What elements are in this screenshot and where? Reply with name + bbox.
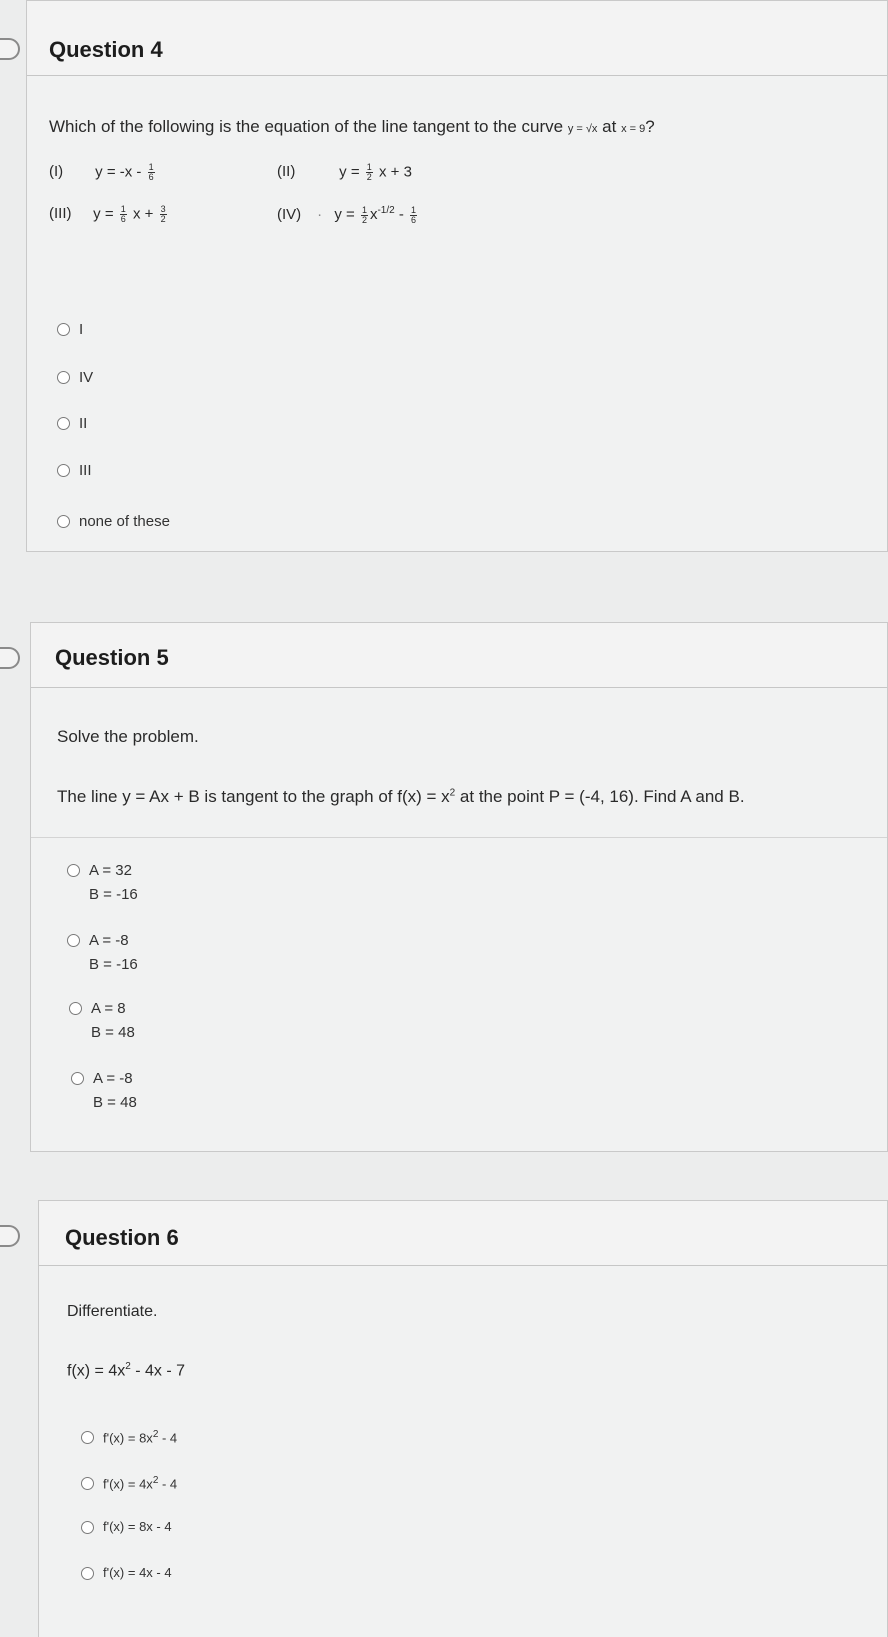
numerator: 1 (411, 204, 417, 215)
option-label: none of these (79, 513, 170, 530)
radio-button[interactable] (81, 1477, 94, 1490)
radio-button[interactable] (57, 464, 70, 477)
exponent: 2 (152, 1429, 159, 1440)
option-label (103, 1475, 177, 1491)
option-line-a: A = -8 (93, 1070, 133, 1087)
equation-text: y = (339, 163, 364, 181)
numerator: 1 (366, 162, 372, 172)
at-word: at (602, 117, 617, 136)
numerator: 1 (120, 204, 126, 214)
equation-text: - (394, 206, 409, 223)
fraction (160, 205, 167, 224)
q4-option-1[interactable] (57, 321, 83, 338)
exponent: 2 (152, 1475, 159, 1486)
denominator: 2 (160, 214, 166, 224)
problem-text: at the point P = (-4, 16). Find A and B. (455, 787, 745, 806)
question-4-prompt (49, 117, 655, 137)
option-line-b: B = -16 (89, 886, 138, 903)
function-text: f(x) = 4x (67, 1362, 126, 1380)
question-5-title: Question 5 (55, 645, 169, 670)
option-line-a: A = 8 (91, 1000, 126, 1017)
flag-question-6[interactable] (0, 1225, 20, 1247)
option-line-b: B = 48 (93, 1094, 137, 1111)
flag-question-4[interactable] (0, 38, 20, 60)
question-5-problem (57, 787, 745, 807)
option-line-a: A = -8 (89, 932, 129, 949)
equation-text: y = -x - (95, 163, 146, 181)
numerator: 1 (148, 162, 154, 172)
exponent: 2 (125, 1361, 131, 1372)
equation-2 (277, 163, 412, 182)
denominator: 6 (148, 172, 154, 182)
equation-text: x (369, 206, 378, 223)
q4-option-5[interactable] (57, 513, 170, 530)
equation-4 (277, 205, 419, 225)
radio-button[interactable] (71, 1072, 84, 1085)
radio-button[interactable] (81, 1431, 94, 1444)
question-6-title: Question 6 (65, 1225, 179, 1250)
equation-text: y = (93, 205, 118, 223)
q6-option-4[interactable] (81, 1565, 172, 1580)
q4-option-2[interactable] (57, 369, 93, 386)
fraction (366, 163, 373, 182)
radio-button[interactable] (81, 1567, 94, 1580)
question-5-instruction: Solve the problem. (57, 727, 199, 746)
exponent: 2 (449, 787, 456, 799)
flag-question-5[interactable] (0, 647, 20, 669)
q5-option-4[interactable] (71, 1067, 137, 1115)
question-5-card (30, 622, 888, 1152)
fraction (410, 206, 417, 225)
fraction (361, 206, 368, 225)
dot-mark: · (317, 206, 323, 223)
equation-3 (49, 205, 169, 224)
numerator: 3 (160, 204, 166, 214)
question-6-card (38, 1200, 888, 1637)
question-6-function (67, 1361, 185, 1380)
denominator: 6 (120, 214, 126, 224)
question-5-header (31, 623, 887, 688)
option-label: f'(x) = 4x - 4 (103, 1565, 172, 1580)
q4-option-3[interactable] (57, 415, 87, 432)
equation-1 (49, 163, 157, 182)
q6-option-2[interactable] (81, 1475, 177, 1491)
denominator: 6 (411, 214, 417, 225)
question-4-title: Question 4 (49, 37, 163, 62)
radio-button[interactable] (81, 1521, 94, 1534)
question-6-instruction: Differentiate. (67, 1303, 158, 1320)
option-label: f'(x) = 8x - 4 (103, 1519, 172, 1534)
option-text: f'(x) = 4x (103, 1476, 153, 1492)
equation-label: (III) (49, 205, 72, 223)
option-line-a: A = 32 (89, 862, 132, 879)
prompt-text: Which of the following is the equation of the line tangent to the curve (49, 117, 564, 136)
q5-option-3[interactable] (69, 997, 135, 1045)
equation-label: (IV) (277, 206, 302, 223)
denominator: 2 (361, 214, 367, 225)
fraction (120, 205, 127, 224)
radio-button[interactable] (57, 417, 70, 430)
equation-text: x + (132, 205, 158, 223)
radio-button[interactable] (57, 515, 70, 528)
option-text: f'(x) = 8x (103, 1430, 153, 1446)
radio-button[interactable] (67, 934, 80, 947)
equation-label: (I) (49, 163, 64, 181)
fraction (148, 163, 155, 182)
question-4-header (27, 1, 887, 76)
radio-button[interactable] (67, 864, 80, 877)
q5-option-2[interactable] (67, 929, 138, 977)
option-line-b: B = -16 (89, 956, 138, 973)
equation-text: x + 3 (378, 163, 412, 181)
function-text: - 4x - 7 (130, 1362, 186, 1380)
option-label: IV (79, 369, 94, 386)
option-text: - 4 (158, 1476, 178, 1492)
option-label: I (79, 321, 84, 338)
option-label: III (79, 462, 92, 479)
question-6-header (39, 1201, 887, 1266)
option-text: - 4 (158, 1430, 178, 1446)
equation-label: (II) (277, 163, 296, 181)
radio-button[interactable] (57, 323, 70, 336)
question-4-card (26, 0, 888, 552)
equation-text: y = (334, 206, 359, 223)
problem-text: The line y = Ax + B is tangent to the graph of f(x) = x (57, 787, 450, 806)
option-line-b: B = 48 (91, 1024, 135, 1041)
option-label (103, 1429, 177, 1445)
numerator: 1 (361, 204, 367, 215)
divider (31, 837, 887, 838)
point-expression: x = 9 (621, 123, 646, 135)
question-mark: ? (645, 117, 655, 136)
q5-option-1[interactable] (67, 859, 138, 907)
q4-option-4[interactable] (57, 462, 92, 479)
q6-option-1[interactable] (81, 1429, 177, 1445)
option-label: II (79, 415, 88, 432)
exponent: -1/2 (377, 205, 395, 216)
radio-button[interactable] (69, 1002, 82, 1015)
q6-option-3[interactable] (81, 1519, 172, 1534)
curve-expression: y = √x (567, 123, 598, 135)
radio-button[interactable] (57, 371, 70, 384)
denominator: 2 (366, 172, 372, 182)
